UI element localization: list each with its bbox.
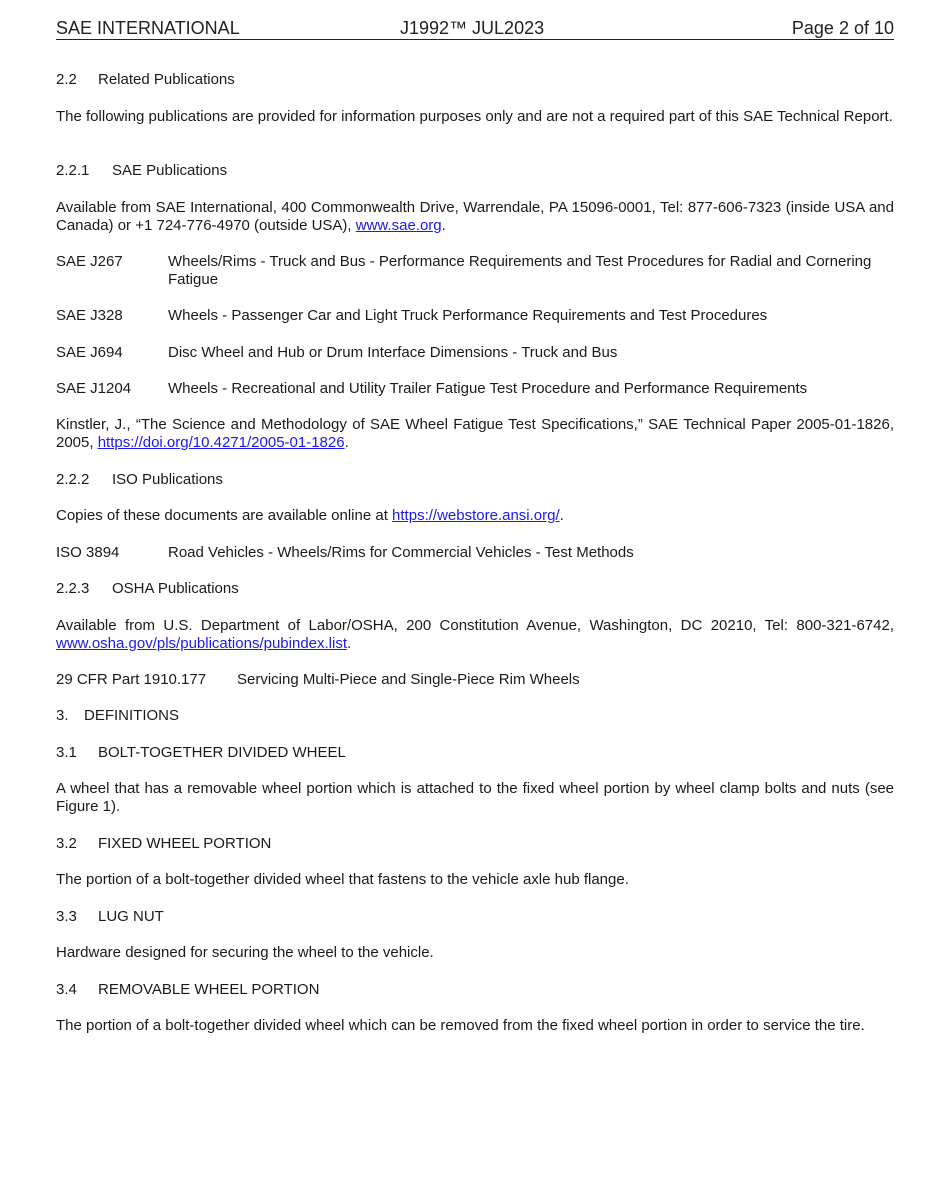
definition-3-2: The portion of a bolt-together divided wheel that fastens to the vehicle axle hub flange. bbox=[56, 871, 629, 888]
page-header bbox=[56, 17, 894, 40]
definition-3-3: Hardware designed for securing the wheel to the vehicle. bbox=[56, 944, 434, 961]
reference-title: Wheels - Recreational and Utility Trailer Fatigue Test Procedure and Performance Requirements bbox=[168, 380, 808, 397]
reference-title: Road Vehicles - Wheels/Rims for Commercial Vehicles - Test Methods bbox=[168, 544, 634, 561]
reference-entry bbox=[56, 253, 894, 289]
section-heading-2-2-3: 2.2.3 OSHA Publications bbox=[56, 580, 239, 597]
section-heading-3-4: 3.4 REMOVABLE WHEEL PORTION bbox=[56, 981, 320, 998]
paragraph-info-purposes: The following publications are provided for information purposes only and are not a required part of this SAE Technical Report. bbox=[56, 108, 893, 125]
section-heading-2-2-2: 2.2.2 ISO Publications bbox=[56, 471, 223, 488]
ansi-webstore-link[interactable]: https://webstore.ansi.org/ bbox=[392, 507, 560, 524]
paragraph-osha-availability: Available from U.S. Department of Labor/OSHA, 200 Constitution Avenue, Washington, DC 20210, Tel: 800-321-6742, www.osha.gov/pls/publications/pubindex.list. bbox=[56, 617, 894, 652]
paragraph-iso-availability: Copies of these documents are available online at https://webstore.ansi.org/. bbox=[56, 507, 564, 524]
reference-code: SAE J267 bbox=[56, 253, 123, 270]
section-heading-3: 3. DEFINITIONS bbox=[56, 707, 180, 724]
reference-entry bbox=[56, 307, 894, 325]
sae-website-link[interactable]: www.sae.org bbox=[355, 217, 442, 234]
reference-entry bbox=[56, 344, 894, 362]
header-doc-id: J1992™ JUL2023 bbox=[400, 18, 545, 38]
section-heading-3-2: 3.2 FIXED WHEEL PORTION bbox=[56, 835, 272, 852]
header-page-number: Page 2 of 10 bbox=[791, 18, 894, 38]
reference-title: Wheels - Passenger Car and Light Truck Performance Requirements and Test Procedures bbox=[168, 307, 768, 324]
doi-link[interactable]: https://doi.org/10.4271/2005-01-1826 bbox=[97, 434, 345, 451]
paragraph-sae-availability: Available from SAE International, 400 Commonwealth Drive, Warrendale, PA 15096-0001, Tel: 877-606-7323 (inside USA and Canada) or +1 724-776-4970 (outside USA), www.sae.org. bbox=[56, 199, 894, 234]
section-heading-3-3: 3.3 LUG NUT bbox=[56, 908, 164, 925]
section-heading-3-1: 3.1 BOLT-TOGETHER DIVIDED WHEEL bbox=[56, 744, 346, 761]
reference-code: SAE J1204 bbox=[56, 380, 132, 397]
reference-code: ISO 3894 bbox=[56, 544, 120, 561]
reference-code: SAE J694 bbox=[56, 344, 123, 361]
reference-code: SAE J328 bbox=[56, 307, 123, 324]
section-heading-2-2-1: 2.2.1 SAE Publications bbox=[56, 162, 228, 179]
reference-code: 29 CFR Part 1910.177 bbox=[56, 671, 207, 688]
reference-title: Servicing Multi-Piece and Single-Piece Rim Wheels bbox=[237, 671, 580, 688]
definition-3-1: A wheel that has a removable wheel portion which is attached to the fixed wheel portion by wheel clamp bolts and nuts (see Figure 1). bbox=[56, 780, 894, 815]
paragraph-kinstler-citation: Kinstler, J., “The Science and Methodology of SAE Wheel Fatigue Test Specifications,” SAE Technical Paper 2005-01-1826, 2005, https://doi.org/10.4271/2005-01-1826. bbox=[56, 416, 894, 451]
reference-entry bbox=[56, 380, 894, 398]
reference-title: Disc Wheel and Hub or Drum Interface Dimensions - Truck and Bus bbox=[168, 344, 618, 361]
definition-3-4: The portion of a bolt-together divided wheel which can be removed from the fixed wheel portion in order to service the tire. bbox=[56, 1017, 865, 1034]
osha-link[interactable]: www.osha.gov/pls/publications/pubindex.list bbox=[56, 635, 347, 652]
header-org: SAE INTERNATIONAL bbox=[56, 18, 240, 38]
reference-entry bbox=[56, 544, 894, 562]
reference-title: Wheels/Rims - Truck and Bus - Performance Requirements and Test Procedures for Radial and Cornering Fatigue bbox=[168, 253, 872, 288]
reference-entry bbox=[56, 671, 894, 689]
section-heading-2-2: 2.2 Related Publications bbox=[56, 71, 235, 88]
